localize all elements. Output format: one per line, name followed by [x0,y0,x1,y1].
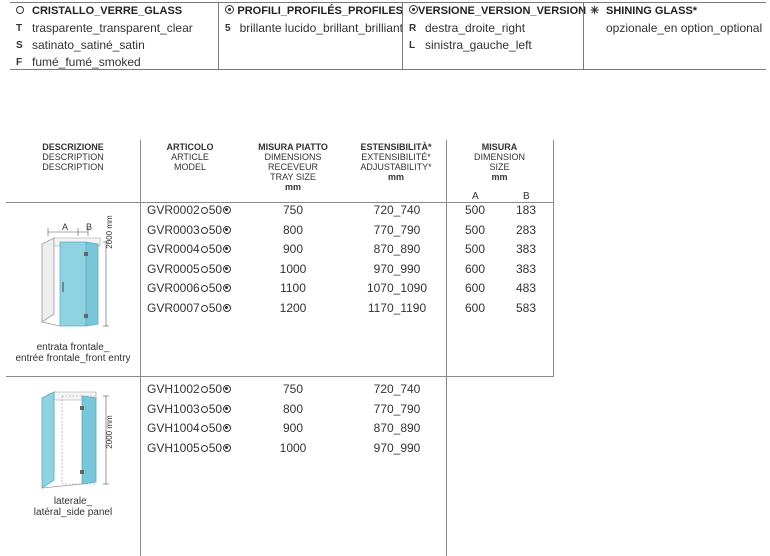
article-code: GVH1003 50 [147,402,231,416]
glass-option-icon [201,386,208,393]
header-size: MISURA DIMENSION SIZE mm [473,142,525,182]
version-option-icon [223,226,231,234]
header-col-a: A [472,191,479,202]
article-code: GVH1004 50 [147,421,231,435]
tray-size: 1200 [279,300,307,315]
glass-option-icon [201,207,208,214]
legend-version-title: VERSIONE_VERSION_VERSION [418,5,587,17]
article-code: GVH1005 50 [147,441,231,455]
version-option-icon [223,304,231,312]
column-divider [553,140,554,376]
dim-label-a: A [62,222,69,232]
article-code: GVR0003 50 [147,223,231,237]
dot-circle-icon [225,5,234,14]
glass-option-icon [201,246,208,253]
article-code: GVH1002 50 [147,382,231,396]
size-b: 483 [515,281,537,295]
size-b: 383 [515,242,537,256]
dim-height-label: 2000 mm [105,215,114,249]
header-description: DESCRIZIONE DESCRIPTION DESCRIPTION [42,142,104,172]
version-option-icon [223,206,231,214]
legend-glass-item: T trasparente_transparent_clear [16,21,193,35]
header-adjustability: ESTENSIBILITÀ* EXTENSIBILITÉ* ADJUSTABILITY* mm [360,142,432,182]
legend-shining [583,3,767,69]
version-option-icon [223,424,231,432]
legend-profiles [218,3,403,69]
glass-option-icon [201,285,208,292]
tray-size: 800 [282,222,304,237]
tray-size: 1000 [279,261,307,276]
size-b: 583 [515,300,537,315]
tray-size: 1000 [279,440,307,455]
group-rule [6,376,554,377]
version-option-icon [223,284,231,292]
size-a: 600 [464,281,486,295]
tray-size: 1100 [280,281,306,295]
version-option-icon [223,405,231,413]
legend-shining-note-row [584,20,767,37]
article-code: GVR0007 50 [147,301,231,315]
glass-option-icon [201,425,208,432]
adjustability: 770_790 [373,401,421,416]
size-b: 183 [515,203,537,217]
adjustability: 1170_1190 [367,300,427,315]
adjustability: 970_990 [373,261,421,276]
glass-option-icon [201,406,208,413]
legend-profiles-item: 5 brillante lucido_brillant_brilliant [225,21,403,35]
glass-option-icon [201,266,208,273]
adjustability: 770_790 [373,222,421,237]
tray-size: 750 [282,203,304,217]
legend-glass-item: S satinato_satiné_satin [16,38,145,52]
size-a: 500 [464,222,486,237]
article-code: GVR0006 50 [147,281,231,295]
size-b: 283 [515,222,537,237]
double-circle-icon [409,5,418,14]
legend-glass-title: CRISTALLO_VERRE_GLASS [32,5,183,17]
adjustability: 870_890 [373,421,421,435]
legend-glass [10,3,218,69]
glass-option-icon [201,445,208,452]
adjustability: 870_890 [373,242,421,256]
dim-label-b: B [86,222,93,232]
legend-glass-title-row [10,3,218,20]
adjustability: 1070_1090 [366,281,428,295]
open-circle-icon [16,6,24,14]
legend-glass-item: F fumé_fumé_smoked [16,55,141,69]
legend-strip [10,2,766,70]
version-option-icon [223,265,231,273]
legend-version-item: L sinistra_gauche_left [409,38,532,52]
version-option-icon [223,444,231,452]
group-caption-front-entry: entrata frontale_ entrée frontale_front entry [15,342,131,364]
article-code: GVR0004 50 [147,242,231,256]
legend-profiles-title: PROFILI_PROFILÉS_PROFILES [237,5,403,17]
version-option-icon [223,245,231,253]
product-table [6,140,554,556]
legend-version-item: R destra_droite_right [409,21,526,35]
tray-size: 900 [282,242,304,256]
glass-option-icon [201,227,208,234]
glass-option-icon [201,305,208,312]
legend-profiles-title-row [219,3,403,20]
size-a: 500 [464,203,486,217]
legend-version [402,3,587,69]
tray-size: 800 [282,401,304,416]
adjustability: 720_740 [373,382,421,396]
size-a: 500 [464,242,486,256]
header-tray-size: MISURA PIATTO DIMENSIONS RECEVEUR TRAY SIZE mm [258,142,328,192]
version-option-icon [223,385,231,393]
header-col-b: B [523,191,530,202]
legend-shining-note: opzionale_en option_optional [606,21,763,35]
size-a: 600 [464,261,486,276]
legend-shining-title: SHINING GLASS* [606,5,698,17]
size-a: 600 [464,300,486,315]
adjustability: 720_740 [373,203,421,217]
article-code: GVR0005 50 [147,262,231,276]
tray-size: 900 [282,421,304,435]
group-caption-side-panel: laterale_ latéral_side panel [33,496,113,518]
adjustability: 970_990 [373,440,421,455]
asterisk-icon: ✳ [590,5,600,17]
legend-version-title-row [403,3,587,20]
dim-height-label: 2000 mm [105,415,114,449]
size-b: 383 [515,261,537,276]
article-code: GVR0002 50 [147,203,231,217]
tray-size: 750 [282,382,304,396]
header-article: ARTICOLO ARTICLE MODEL [166,142,214,172]
legend-shining-title-row [584,3,767,20]
